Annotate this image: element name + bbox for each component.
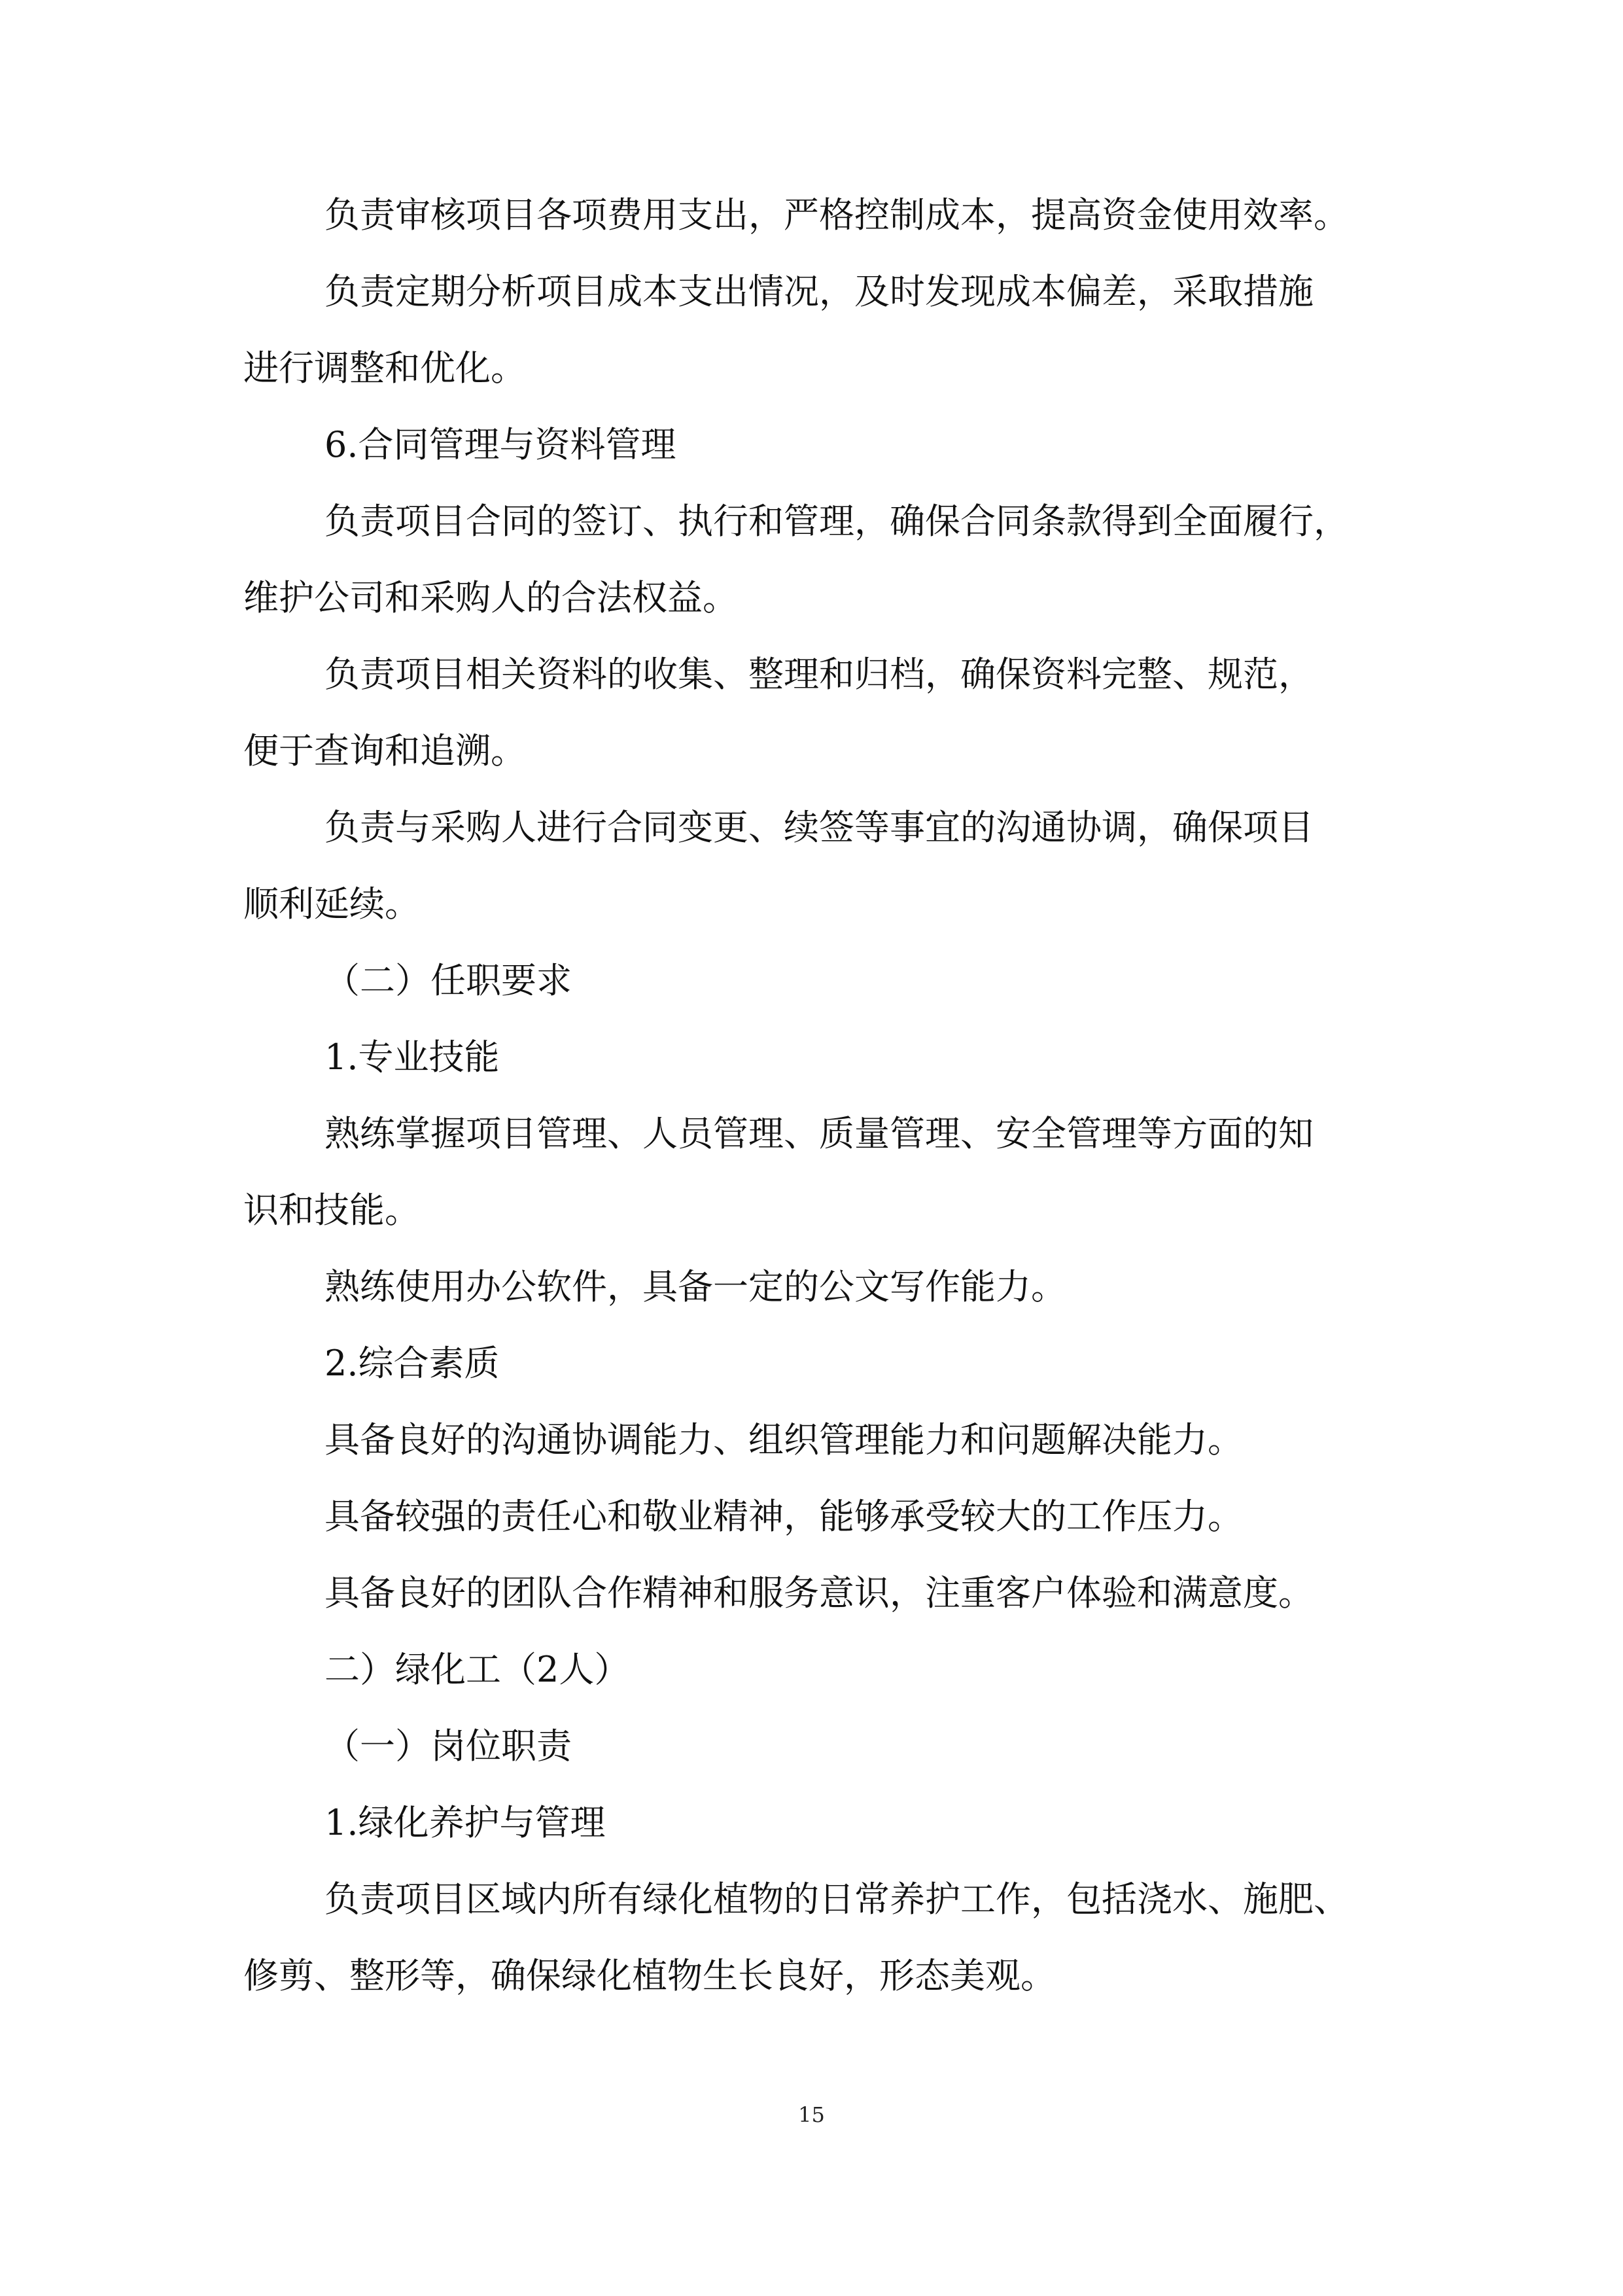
section-heading: 二）绿化工（2人） — [324, 1649, 630, 1690]
paragraph-line: 负责审核项目各项费用支出，严格控制成本，提高资金使用效率。 — [324, 194, 1349, 236]
section-heading: 6.合同管理与资料管理 — [324, 424, 676, 465]
paragraph-line: 具备较强的责任心和敬业精神，能够承受较大的工作压力。 — [324, 1496, 1243, 1537]
paragraph-line: 识和技能。 — [243, 1190, 420, 1231]
page-body — [243, 177, 1382, 2014]
paragraph-line: 具备良好的沟通协调能力、组织管理能力和问题解决能力。 — [324, 1419, 1243, 1460]
paragraph-line: 负责项目合同的签订、执行和管理，确保合同条款得到全面履行， — [324, 501, 1349, 542]
paragraph-line: 负责与采购人进行合同变更、续签等事宜的沟通协调，确保项目 — [324, 807, 1314, 848]
page-number: 15 — [798, 2102, 825, 2127]
paragraph-line: 维护公司和采购人的合法权益。 — [243, 577, 738, 618]
paragraph-line: 熟练使用办公软件，具备一定的公文写作能力。 — [324, 1266, 1066, 1307]
paragraph-line: 负责项目相关资料的收集、整理和归档，确保资料完整、规范， — [324, 654, 1314, 695]
paragraph-line: 负责定期分析项目成本支出情况，及时发现成本偏差，采取措施 — [324, 271, 1314, 312]
paragraph-line: 具备良好的团队合作精神和服务意识，注重客户体验和满意度。 — [324, 1572, 1314, 1614]
paragraph-line: 熟练掌握项目管理、人员管理、质量管理、安全管理等方面的知 — [324, 1113, 1314, 1154]
paragraph-line: 便于查询和追溯。 — [243, 730, 526, 771]
section-heading: （一）岗位职责 — [324, 1725, 572, 1767]
section-heading: 2.综合素质 — [324, 1343, 500, 1384]
section-heading: 1.绿化养护与管理 — [324, 1802, 606, 1843]
paragraph-line: 顺利延续。 — [243, 883, 420, 925]
section-heading: 1.专业技能 — [324, 1036, 500, 1078]
paragraph-line: 修剪、整形等，确保绿化植物生长良好，形态美观。 — [243, 1955, 1056, 1996]
paragraph-line: 进行调整和优化。 — [243, 347, 526, 389]
paragraph-line: 负责项目区域内所有绿化植物的日常养护工作，包括浇水、施肥、 — [324, 1879, 1349, 1920]
section-heading: （二）任职要求 — [324, 960, 572, 1001]
